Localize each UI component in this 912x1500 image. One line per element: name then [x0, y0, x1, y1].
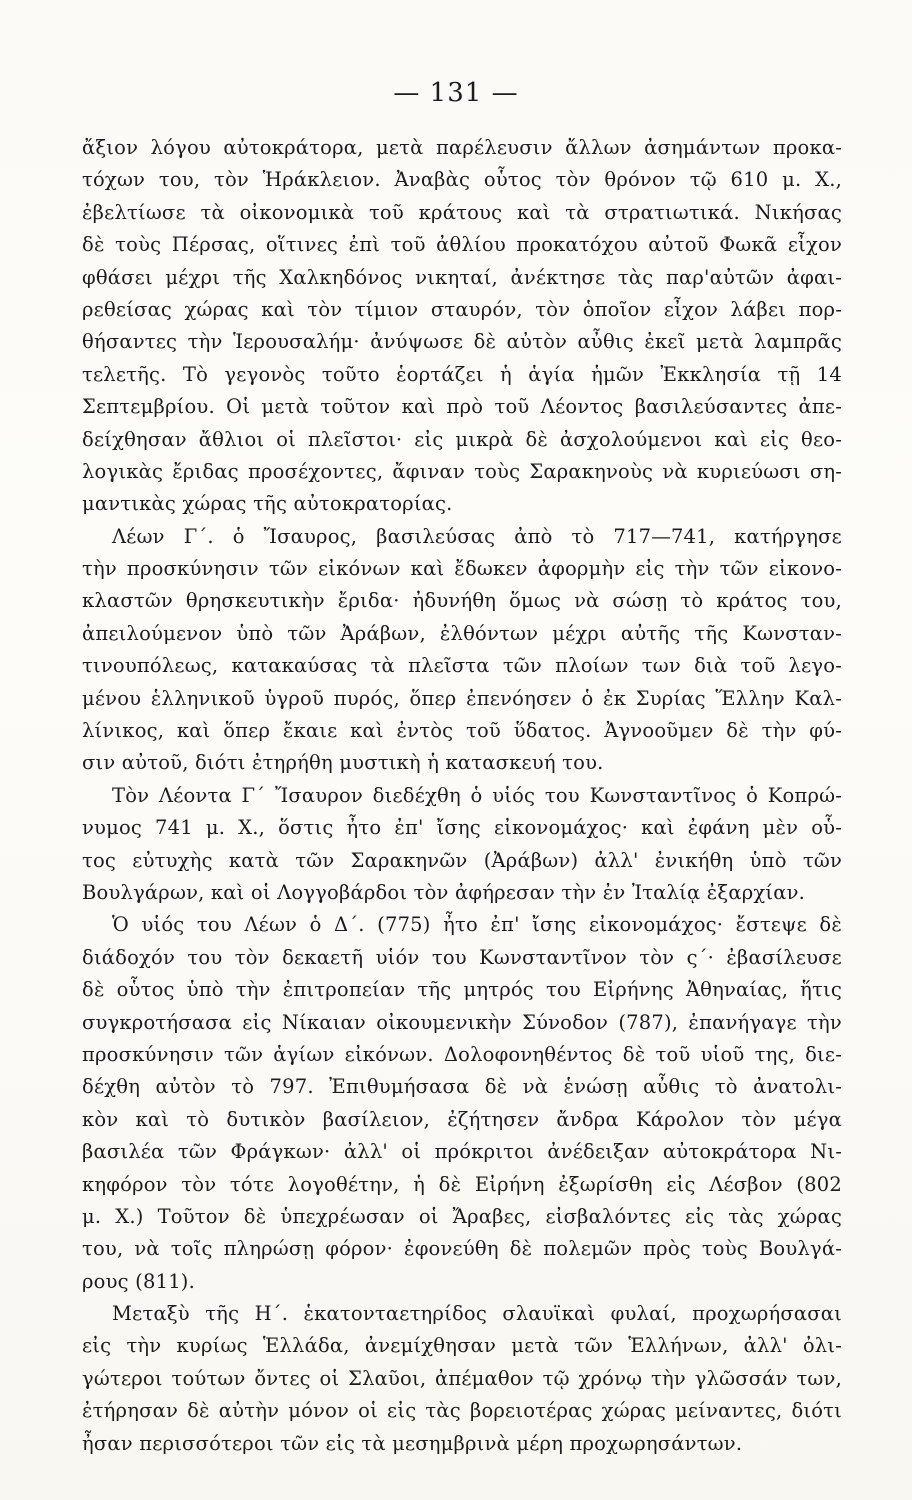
text-line: συγκροτήσασα εἰς Νίκαιαν οἰκουμενικὴν Σύνοδον (787), ἐπανήγαγε τὴν: [82, 1010, 842, 1034]
body-text: [82, 132, 842, 1460]
text-line: προσκύνησιν τῶν ἁγίων εἰκόνων. Δολοφονηθέντος δὲ τοῦ υἱοῦ της, διε-: [82, 1042, 842, 1066]
text-line: Σεπτεμβρίου. Οἱ μετὰ τοῦτον καὶ πρὸ τοῦ Λέοντος βασιλεύσαντες ἀπε-: [82, 395, 842, 419]
text-line: Τὸν Λέοντα Γ΄ Ἴσαυρον διεδέχθη ὁ υἱός του Κωνσταντῖνος ὁ Κοπρώ-: [112, 783, 842, 807]
text-line: γώτεροι τούτων ὄντες οἱ Σλαῦοι, ἀπέμαθον τῷ χρόνῳ τὴν γλῶσσάν των,: [82, 1366, 842, 1390]
text-line: θήσαντες τὴν Ἱερουσαλήμ· ἀνύψωσε δὲ αὐτὸν αὖθις ἐκεῖ μετὰ λαμπρᾶς: [82, 330, 842, 354]
text-line: δὲ οὗτος ὑπὸ τὴν ἐπιτροπείαν τῆς μητρός του Εἰρήνης Ἀθηναίας, ἥτις: [82, 978, 842, 1002]
text-line: ἀπειλούμενον ὑπὸ τῶν Ἀράβων, ἐλθόντων μέχρι αὐτῆς τῆς Κωνσταν-: [82, 621, 842, 645]
text-line: τὴν προσκύνησιν τῶν εἰκόνων καὶ ἔδωκεν ἀφορμὴν εἰς τὴν τῶν εἰκονο-: [82, 557, 842, 581]
text-line: τελετῆς. Τὸ γεγονὸς τοῦτο ἑορτάζει ἡ ἁγία ἡμῶν Ἐκκλησία τῇ 14: [82, 362, 842, 386]
text-line: τινουπόλεως, κατακαύσας τὰ πλεῖστα τῶν πλοίων των διὰ τοῦ λεγο-: [82, 654, 842, 678]
text-line: Μεταξὺ τῆς Η΄. ἑκατονταετηρίδος σλαυϊκαὶ φυλαί, προχωρήσασαι: [112, 1302, 842, 1326]
text-line: φθάσει μέχρι τῆς Χαλκηδόνος νικηταί, ἀνέκτησε τὰς παρ'αὐτῶν ἀφαι-: [82, 265, 842, 289]
text-line: λογικὰς ἔριδας προσέχοντες, ἄφιναν τοὺς Σαρακηνοὺς νὰ κυριεύωσι ση-: [82, 459, 842, 483]
text-line: ρεθείσας χώρας καὶ τὸν τίμιον σταυρόν, τὸν ὁποῖον εἶχον λάβει πορ-: [82, 297, 842, 321]
text-line: ἐβελτίωσε τὰ οἰκονομικὰ τοῦ κράτους καὶ τὰ στρατιωτικά. Νικήσας: [82, 200, 842, 224]
text-line: του, νὰ τοῖς πληρώσῃ φόρον· ἐφονεύθη δὲ πολεμῶν πρὸς τοὺς Βουλγά-: [82, 1237, 842, 1261]
text-line: τόχων του, τὸν Ἡράκλειον. Ἀναβὰς οὗτος τὸν θρόνον τῷ 610 μ. Χ.,: [82, 168, 842, 192]
text-line: κλαστῶν θρησκευτικὴν ἔριδα· ἠδυνήθη ὅμως νὰ σώσῃ τὸ κράτος του,: [82, 589, 842, 613]
text-line: εἰς τὴν κυρίως Ἑλλάδα, ἀνεμίχθησαν μετὰ τῶν Ἑλλήνων, ἀλλ' ὀλι-: [82, 1334, 842, 1358]
paragraph: [82, 521, 842, 780]
text-line: ἄξιον λόγου αὐτοκράτορα, μετὰ παρέλευσιν ἄλλων ἀσημάντων προκα-: [82, 136, 842, 159]
text-line: μένου ἑλληνικοῦ ὑγροῦ πυρός, ὅπερ ἐπενόησεν ὁ ἐκ Συρίας Ἕλλην Καλ-: [82, 686, 842, 710]
text-line: διάδοχόν του τὸν δεκαετῆ υἱόν του Κωνσταντῖνον τὸν ς΄· ἐβασίλευσε: [82, 945, 842, 969]
text-line: μαντικὰς χώρας τῆς αὐτοκρατορίας.: [82, 492, 453, 516]
text-line: Λέων Γ΄. ὁ Ἴσαυρος, βασιλεύσας ἀπὸ τὸ 717—741, κατήργησε: [112, 524, 842, 548]
text-line: σιν αὐτοῦ, διότι ἐτηρήθη μυστικὴ ἡ κατασκευή του.: [82, 751, 604, 775]
text-line: ἦσαν περισσότεροι τῶν εἰς τὰ μεσημβρινὰ μέρη προχωρησάντων.: [82, 1431, 743, 1455]
text-line: κὸν καὶ τὸ δυτικὸν βασίλειον, ἐζήτησεν ἄνδρα Κάρολον τὸν μέγα: [82, 1107, 842, 1131]
text-line: βασιλέα τῶν Φράγκων· ἀλλ' οἱ πρόκριτοι ἀνέδειξαν αὐτοκράτορα Νι-: [82, 1140, 842, 1164]
text-line: κηφόρον τὸν τότε λογοθέτην, ἡ δὲ Εἰρήνη ἐξωρίσθη εἰς Λέσβον (802: [82, 1172, 842, 1196]
text-line: μ. Χ.) Τοῦτον δὲ ὑπεχρέωσαν οἱ Ἄραβες, εἰσβαλόντες εἰς τὰς χώρας: [82, 1204, 842, 1228]
text-line: τος εὐτυχὴς κατὰ τῶν Σαρακηνῶν (Ἀράβων) ἀλλ' ἐνικήθη ὑπὸ τῶν: [82, 848, 842, 872]
text-line: ἐτήρησαν δὲ αὐτὴν μόνον οἱ εἰς τὰς βορειοτέρας χώρας μείναντες, διότι: [82, 1399, 842, 1423]
text-line: δὲ τοὺς Πέρσας, οἵτινες ἐπὶ τοῦ ἀθλίου προκατόχου αὐτοῦ Φωκᾶ εἶχον: [82, 233, 842, 257]
paragraph: [82, 132, 842, 521]
text-line: λίνικος, καὶ ὅπερ ἔκαιε καὶ ἐντὸς τοῦ ὕδατος. Ἀγνοοῦμεν δὲ τὴν φύ-: [82, 719, 842, 743]
text-line: ρους (811).: [82, 1269, 196, 1293]
page-number: — 131 —: [393, 78, 519, 108]
paragraph: [82, 909, 842, 1298]
text-line: νυμος 741 μ. Χ., ὅστις ἦτο ἐπ' ἴσης εἰκονομάχος· καὶ ἐφάνη μὲν οὗ-: [82, 816, 842, 840]
paragraph: [82, 1298, 842, 1460]
paragraph: [82, 780, 842, 910]
text-line: δείχθησαν ἄθλιοι οἱ πλεῖστοι· εἰς μικρὰ δὲ ἀσχολούμενοι καὶ εἰς θεο-: [82, 427, 842, 451]
text-line: Ὁ υἱός του Λέων ὁ Δ΄. (775) ἦτο ἐπ' ἴσης εἰκονομάχος· ἔστεψε δὲ: [112, 913, 842, 937]
text-line: Βουλγάρων, καὶ οἱ Λογγοβάρδοι τὸν ἀφήρεσαν τὴν ἐν Ἰταλίᾳ ἐξαρχίαν.: [82, 880, 806, 904]
text-line: δέχθη αὐτὸν τὸ 797. Ἐπιθυμήσασα δὲ νὰ ἑνώσῃ αὖθις τὸ ἀνατολι-: [82, 1075, 842, 1099]
